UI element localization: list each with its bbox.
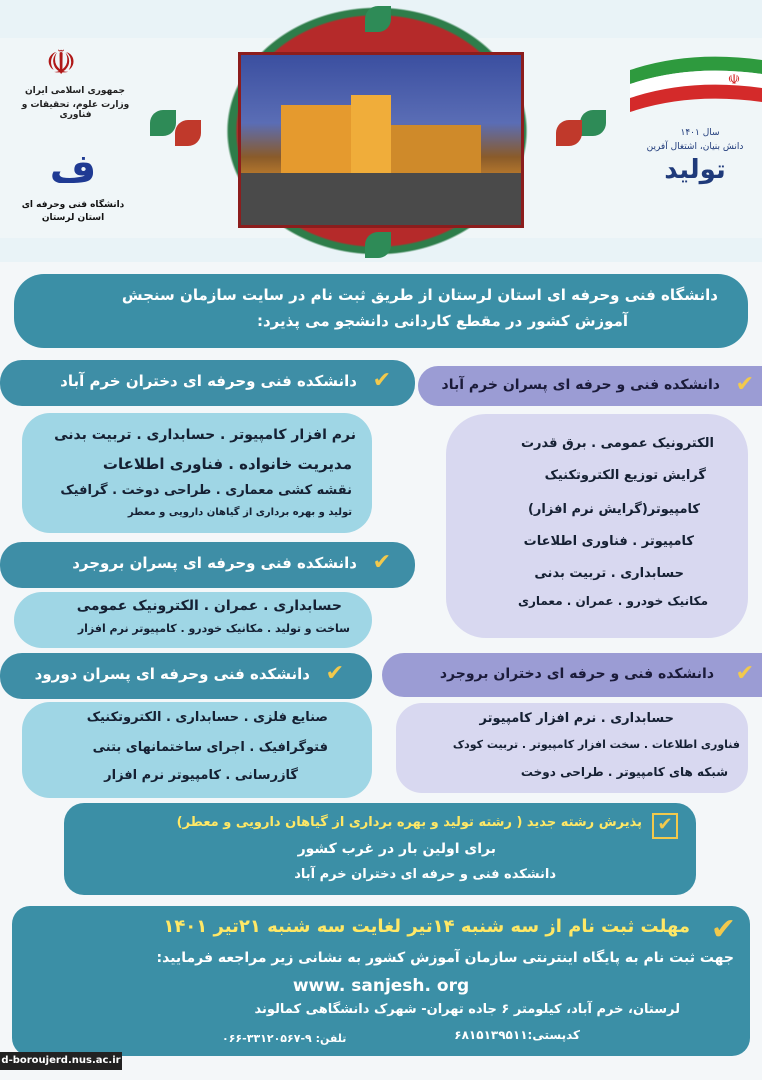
new-field-line2: برای اولین بار در غرب کشور — [297, 841, 496, 857]
uni-line2: استان لرستان — [41, 213, 105, 223]
field-line: گرایش توزیع الکتروتکنیک — [544, 468, 706, 483]
boys-khorramabad-header — [418, 366, 762, 406]
boys-borujerd-title: دانشکده فنی وحرفه ای پسران بروجرد — [72, 554, 357, 572]
field-line: شبکه های کامپیوتر . طراحی دوخت — [520, 765, 728, 779]
phone-number: تلفن: ۹-۳۳۱۲۰۵۶۷-۰۶۶ — [222, 1032, 347, 1045]
boys-dorud-box — [22, 702, 372, 798]
instruction-text: جهت ثبت نام به پایگاه اینترنتی سازمان آموزش کشور به نشانی زیر مراجعه فرمایید: — [156, 950, 734, 966]
check-icon: ✔ — [735, 372, 754, 397]
girls-borujerd-title: دانشکده فنی و حرفه ای دختران بروجرد — [439, 666, 714, 682]
slogan-title: تولید — [664, 155, 726, 185]
iran-flag-icon — [630, 40, 762, 116]
gov-line2: وزارت علوم، تحقیقات و فناوری — [21, 100, 130, 120]
field-line: گازرسانی . کامپیوتر نرم افزار — [104, 768, 298, 783]
iran-emblem-icon: ☫ — [45, 43, 77, 83]
ornament-leaf — [556, 120, 582, 146]
university-logo-icon: ف — [49, 146, 97, 192]
field-line: فتوگرافیک . اجرای ساختمانهای بتنی — [92, 740, 328, 755]
boys-khorramabad-box — [446, 414, 748, 638]
girls-khorramabad-box — [22, 413, 372, 533]
website-link[interactable]: www. sanjesh. org — [292, 976, 470, 996]
field-line: صنایع فلزی . حسابداری . الکتروتکنیک — [86, 710, 328, 725]
field-line: الکترونیک عمومی . برق قدرت — [520, 436, 714, 451]
girls-borujerd-header — [382, 653, 762, 697]
intro-line1: دانشگاه فنی وحرفه ای استان لرستان از طریق ثبت نام در سایت سازمان سنجش — [121, 286, 718, 304]
field-line: نرم افزار کامپیوتر . حسابداری . تربیت بدنی — [54, 427, 356, 443]
ornament-leaf — [365, 6, 391, 32]
watermark-url: d-boroujerd.nus.ac.ir — [0, 1052, 122, 1070]
girls-borujerd-box — [396, 703, 748, 793]
check-icon: ✔ — [710, 912, 736, 947]
ornament-leaf — [580, 110, 606, 136]
boys-borujerd-box — [14, 592, 372, 648]
girls-khorramabad-title: دانشکده فنی وحرفه ای دختران خرم آباد — [60, 372, 357, 390]
field-line: فناوری اطلاعات . سخت افزار کامپیوتر . تربیت کودک — [452, 738, 740, 751]
deadline-text: مهلت ثبت نام از سه شنبه ۱۴تیر لغایت سه شنبه ۲۱تیر ۱۴۰۱ — [163, 916, 690, 937]
check-icon: ✔ — [372, 550, 391, 575]
check-icon: ✔ — [372, 368, 391, 393]
field-line: کامپیوتر . فناوری اطلاعات — [523, 534, 694, 549]
field-line: نقشه کشی معماری . طراحی دوخت . گرافیک — [60, 483, 352, 498]
checkbox-icon: ✔ — [652, 813, 678, 839]
intro-line2: آموزش کشور در مقطع کاردانی دانشجو می پذیرد: — [256, 312, 628, 330]
svg-text:☫: ☫ — [727, 72, 741, 88]
ornament-leaf — [150, 110, 176, 136]
field-line: حسابداری . عمران . الکترونیک عمومی — [76, 598, 342, 614]
boys-borujerd-header — [0, 542, 415, 588]
field-line: مدیریت خانواده . فناوری اطلاعات — [102, 455, 352, 473]
girls-khorramabad-header — [0, 360, 415, 406]
slogan-subtitle: دانش بنیان، اشتغال آفرین — [646, 142, 744, 152]
field-line: ساخت و تولید . مکانیک خودرو . کامپیوتر نرم افزار — [77, 622, 350, 635]
ornament-leaf — [365, 232, 391, 258]
intro-banner — [14, 274, 748, 348]
postal-code: کدپستی:۶۸۱۵۱۳۹۵۱۱ — [454, 1028, 580, 1042]
field-line: تولید و بهره برداری از گیاهان دارویی و معطر — [127, 507, 352, 518]
address-text: لرستان، خرم آباد، کیلومتر ۶ جاده تهران- شهرک دانشگاهی کمالوند — [254, 1002, 680, 1017]
check-icon: ✔ — [325, 661, 344, 686]
uni-line1: دانشگاه فنی وحرفه ای — [21, 200, 125, 210]
new-field-banner — [64, 803, 696, 895]
new-field-line3: دانشکده فنی و حرفه ای دختران خرم آباد — [294, 867, 556, 882]
castle-photo — [238, 52, 524, 228]
new-field-line1: پذیرش رشته جدید ( رشته تولید و بهره برداری از گیاهان دارویی و معطر) — [176, 815, 642, 830]
ornament-leaf — [175, 120, 201, 146]
gov-line1: جمهوری اسلامی ایران — [24, 86, 126, 96]
field-line: کامپیوتر(گرایش نرم افزار) — [527, 502, 700, 517]
boys-dorud-header — [0, 653, 372, 699]
footer-box — [12, 906, 750, 1056]
boys-dorud-title: دانشکده فنی وحرفه ای پسران دورود — [34, 665, 310, 683]
field-line: مکانیک خودرو . عمران . معماری — [517, 594, 708, 608]
check-icon: ✔ — [735, 661, 754, 686]
field-line: حسابداری . تربیت بدنی — [534, 566, 684, 581]
boys-khorramabad-title: دانشکده فنی و حرفه ای پسران خرم آباد — [441, 377, 720, 393]
slogan-year: سال ۱۴۰۱ — [680, 128, 720, 138]
field-line: حسابداری . نرم افزار کامپیوتر — [479, 711, 674, 726]
